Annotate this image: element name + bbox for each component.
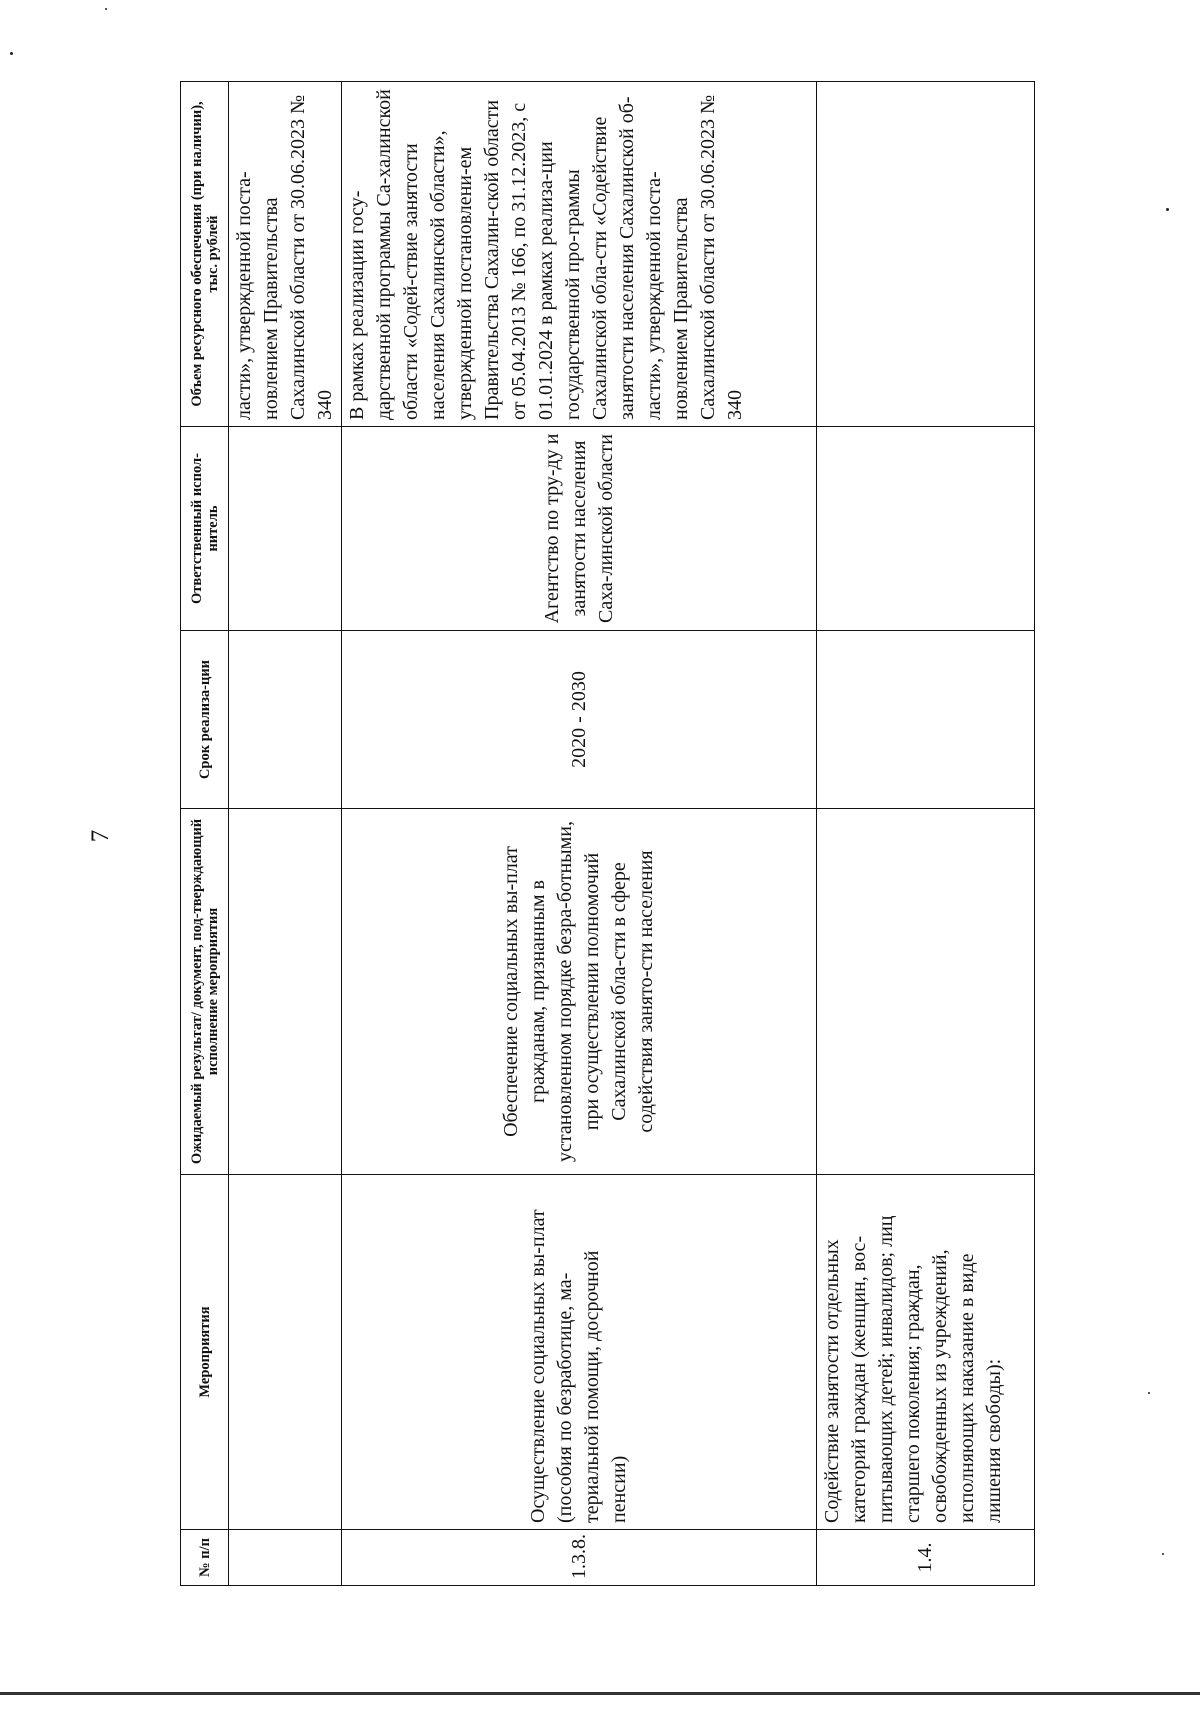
header-measure: Мероприятия: [181, 1175, 229, 1530]
header-executor: Ответственный испол-нитель: [181, 427, 229, 631]
scan-bottom-edge: [0, 1692, 1200, 1695]
scan-speck: [1162, 1553, 1164, 1555]
page-number: 7: [87, 829, 114, 843]
cell-executor: [229, 427, 342, 631]
scan-speck: [1148, 1392, 1150, 1394]
measures-table: [180, 81, 1035, 1586]
cell-funding: [817, 82, 1035, 427]
cell-measure: Осуществление социальных вы-плат (пособия по безработице, ма-териальной помощи, досрочной пенсии): [342, 1175, 817, 1530]
cell-result: Обеспечение социальных вы-плат гражданам, признанным в установленном порядке безра-ботными, при осуществлении полномочий Сахалинской обла-сти в сфере содействия занято-сти населения: [342, 809, 817, 1175]
cell-term: [229, 631, 342, 809]
header-num: № п/п: [181, 1530, 229, 1586]
header-funding: Объем ресурсного обеспечения (при наличии), тыс. рублей: [181, 82, 229, 427]
cell-num: 1.3.8.: [342, 1530, 817, 1586]
cell-measure: [229, 1175, 342, 1530]
table-row-continuation: [229, 82, 342, 1586]
measures-table-rotated: [180, 82, 1032, 1586]
measures-table-frame: [180, 82, 1032, 1586]
table-row-1-3-8: [342, 82, 817, 1586]
table-header-row: [181, 82, 229, 1586]
cell-measure: Содействие занятости отдельных категорий граждан (женщин, вос-питывающих детей; инвалидов; лиц старшего поколения; граждан, освобожденных из учреждений, исполняющих наказание в виде лишения свободы):: [817, 1175, 1035, 1530]
cell-term: [817, 631, 1035, 809]
scan-speck: [1166, 208, 1169, 211]
cell-funding: ласти», утвержденной поста-новлением Правительства Сахалинской области от 30.06.2023 № 340: [229, 82, 342, 427]
table-row-1-4: [817, 82, 1035, 1586]
cell-executor: Агентство по тру-ду и занятости населения Саха-линской области: [342, 427, 817, 631]
scan-speck: [10, 52, 13, 55]
cell-num: [229, 1530, 342, 1586]
scan-speck: [105, 8, 107, 10]
cell-executor: [817, 427, 1035, 631]
header-term: Срок реализа-ции: [181, 631, 229, 809]
cell-term: 2020 - 2030: [342, 631, 817, 809]
cell-result: [817, 809, 1035, 1175]
cell-result: [229, 809, 342, 1175]
cell-funding: В рамках реализации госу-дарственной программы Са-халинской области «Содей-ствие занятости населения Сахалинской области», утвержденной постановлени-ем Правительства Сахалин-ской области от 05.04.2013 № 166, по 31.12.2023, с 01.01.2024 в рамках реализа-ции государственной про-граммы Сахалинской обла-сти «Содействие занятости населения Сахалинской об-ласти», утвержденной поста-новлением Правительства Сахалинской области от 30.06.2023 № 340: [342, 82, 817, 427]
header-result: Ожидаемый результат/ документ, под-тверждающий исполнение мероприятия: [181, 809, 229, 1175]
cell-num: 1.4.: [817, 1530, 1035, 1586]
